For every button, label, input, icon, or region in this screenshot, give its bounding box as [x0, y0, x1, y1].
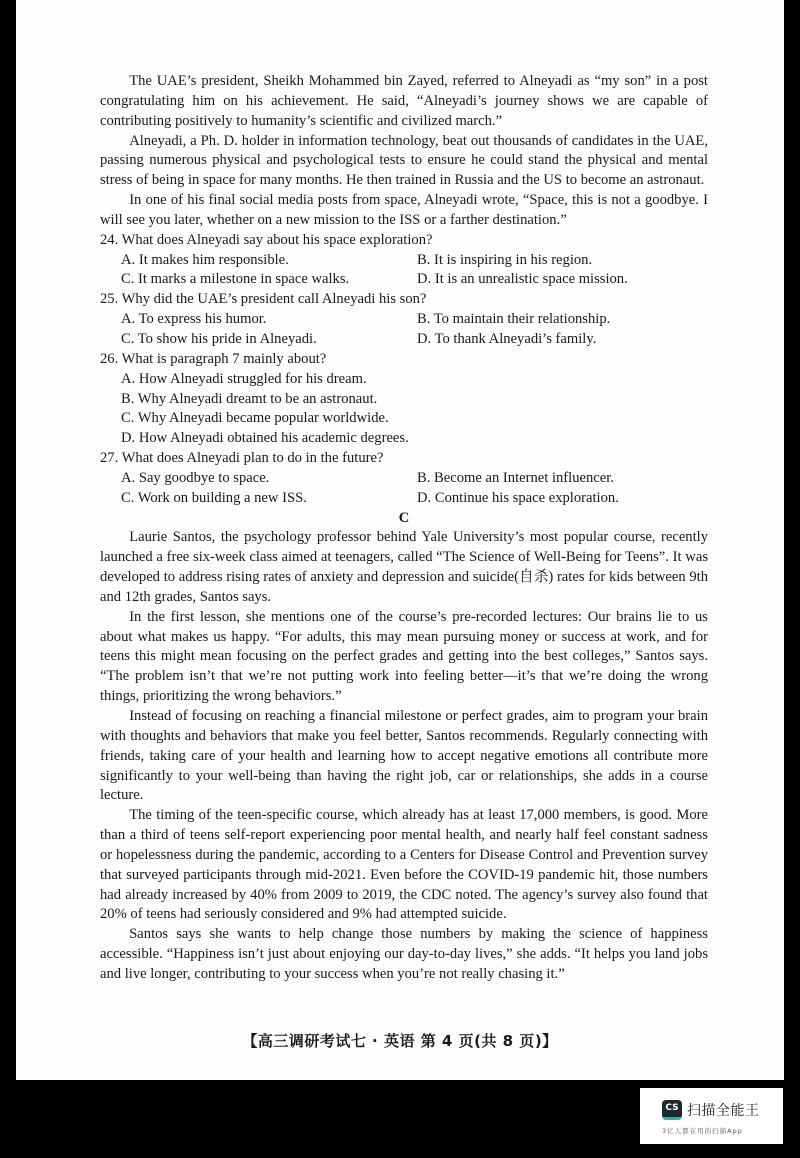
option-c: C. It marks a milestone in space walks.: [121, 271, 350, 288]
camscanner-watermark: [640, 1088, 783, 1144]
question-25: [100, 290, 708, 350]
option-d: D. Continue his space exploration.: [417, 489, 619, 506]
option-b: B. Become an Internet influencer.: [417, 469, 614, 486]
option-d: D. To thank Alneyadi’s family.: [417, 330, 597, 347]
question-24: [100, 231, 708, 291]
option-b: B. To maintain their relationship.: [417, 311, 611, 328]
paragraph: In one of his final social media posts from space, Alneyadi wrote, “Space, this is not a goodbye. I will see you later, whether on a new mission to the ISS or a farther destination.”: [100, 192, 708, 228]
paragraph: In the first lesson, she mentions one of the course’s pre-recorded lectures: Our brains lie to us about what makes us happy. “For adults, this may mean pursuing money or success at work, and for teens this might mean focusing on the perfect grades and getting into the best colleges,” Santos says. “The problem isn’t that we’re not putting work into feeling better—it’s that we’re doing the wrong things, prioritizing the wrong behaviors.”: [100, 608, 708, 705]
question-stem: 25. Why did the UAE’s president call Alneyadi his son?: [100, 291, 427, 308]
page-footer: 【高三调研考试七 · 英语 第 4 页(共 8 页)】: [242, 1032, 558, 1050]
watermark-title: 扫描全能王: [687, 1103, 760, 1119]
paragraph: Laurie Santos, the psychology professor behind Yale University’s most popular course, recently launched a free six-week class aimed at teenagers, called “The Science of Well-Being for Teens”. It was developed to address rising rates of anxiety and depression and suicide(自杀) rates for kids between 9th and 12th grades, Santos says.: [100, 529, 708, 605]
option-b: B. It is inspiring in his region.: [417, 251, 593, 268]
question-27: [100, 449, 708, 509]
paragraph: The UAE’s president, Sheikh Mohammed bin Zayed, referred to Alneyadi as “my son” in a post congratulating him on his achievement. He said, “Alneyadi’s journey shows we are capable of contributing positively to humanity’s scientific and civilized march.”: [100, 73, 708, 129]
option-a: A. Say goodbye to space.: [121, 469, 270, 486]
question-stem: 24. What does Alneyadi say about his space exploration?: [100, 231, 433, 248]
watermark-subtitle: 3亿人都在用的扫描App: [662, 1127, 743, 1135]
document-body: [100, 72, 708, 985]
paragraph: The timing of the teen-specific course, which already has at least 17,000 members, is good. More than a third of teens self-report experiencing poor mental health, and nearly half feel constant sadness or hopelessness during the pandemic, according to a Centers for Disease Control and Prevention survey that surveyed participants through mid-2021. Even before the COVID-19 pandemic hit, those numbers had already increased by 40% from 2009 to 2019, the CDC noted. The agency’s survey also found that 20% of teens had seriously considered and 9% had attempted suicide.: [100, 807, 708, 923]
paragraph: Santos says she wants to help change those numbers by making the science of happiness accessible. “Happiness isn’t just about enjoying our day-to-day lives,” she adds. “It helps you land jobs and live longer, contributing to your success when you’re not really chasing it.”: [100, 926, 708, 982]
question-26: [100, 350, 708, 449]
option-b: B. Why Alneyadi dreamt to be an astronaut.: [121, 390, 378, 407]
question-stem: 27. What does Alneyadi plan to do in the future?: [100, 450, 384, 467]
option-a: A. How Alneyadi struggled for his dream.: [121, 370, 367, 387]
paragraph: Alneyadi, a Ph. D. holder in information technology, beat out thousands of candidates in the UAE, passing numerous physical and psychological tests to ensure he could stand the physical and mental stress of being in space for many months. He then trained in Russia and the US to become an astronaut.: [100, 132, 708, 189]
option-c: C. Why Alneyadi became popular worldwide.: [121, 410, 389, 427]
option-d: D. How Alneyadi obtained his academic degrees.: [121, 430, 409, 447]
section-heading-c: C: [398, 509, 410, 526]
paragraph: Instead of focusing on reaching a financial milestone or perfect grades, aim to program your brain with thoughts and behaviors that make you feel better, Santos recommends. Regularly connecting with friends, taking care of your health and learning how to accept negative emotions all contribute more significantly to your well-being than having the right job, car or relationships, she adds in a course lecture.: [100, 708, 708, 804]
option-d: D. It is an unrealistic space mission.: [417, 271, 628, 288]
option-a: A. To express his humor.: [121, 311, 267, 328]
option-c: C. Work on building a new ISS.: [121, 489, 307, 506]
camscanner-logo-icon: CS: [662, 1100, 682, 1120]
option-c: C. To show his pride in Alneyadi.: [121, 330, 317, 347]
option-a: A. It makes him responsible.: [121, 251, 289, 268]
question-stem: 26. What is paragraph 7 mainly about?: [100, 350, 327, 367]
